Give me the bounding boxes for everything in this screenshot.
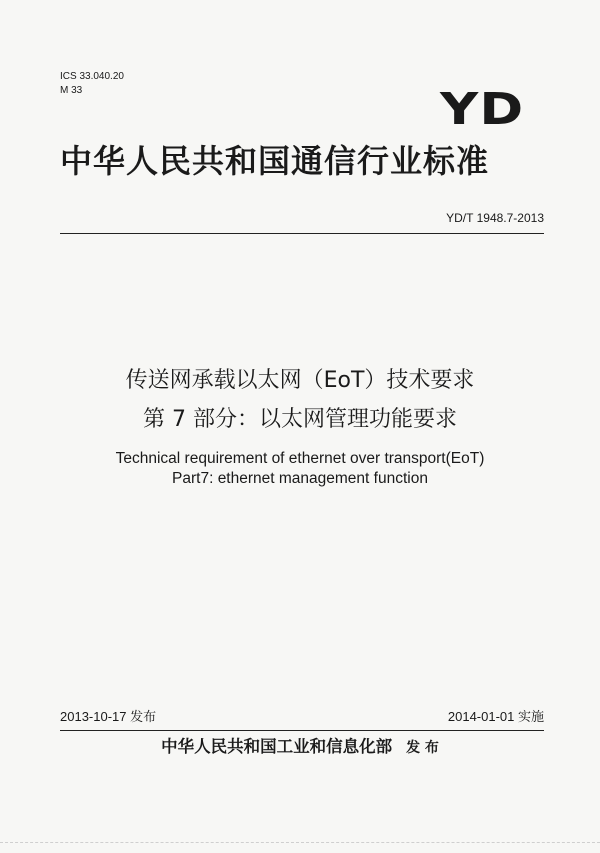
title-zh-line1: 传送网承载以太网（EoT）技术要求: [125, 368, 475, 393]
title-zh-line2: 第 7 部分：以太网管理功能要求: [143, 407, 457, 432]
ccs-code: M 33: [60, 85, 83, 96]
publisher-name: 中华人民共和国工业和信息化部: [161, 737, 393, 756]
page-title: 中华人民共和国通信行业标准: [60, 142, 490, 180]
publisher-label: 发 布: [406, 740, 439, 756]
issue-date: 2013-10-17 发布: [60, 709, 157, 724]
title-en-line2: Part7: ethernet management function: [172, 470, 428, 487]
scan-edge: [0, 842, 600, 843]
implementation-date: 2014-01-01 实施: [447, 709, 544, 724]
title-en-line1: Technical requirement of ethernet over transport(EoT): [115, 450, 485, 467]
standard-number: YD/T 1948.7-2013: [446, 211, 544, 225]
publisher: [0, 736, 600, 759]
yd-logo: YD: [440, 84, 525, 135]
top-divider: [60, 233, 544, 234]
ics-code: ICS 33.040.20: [60, 71, 124, 82]
bottom-divider: [60, 730, 544, 731]
